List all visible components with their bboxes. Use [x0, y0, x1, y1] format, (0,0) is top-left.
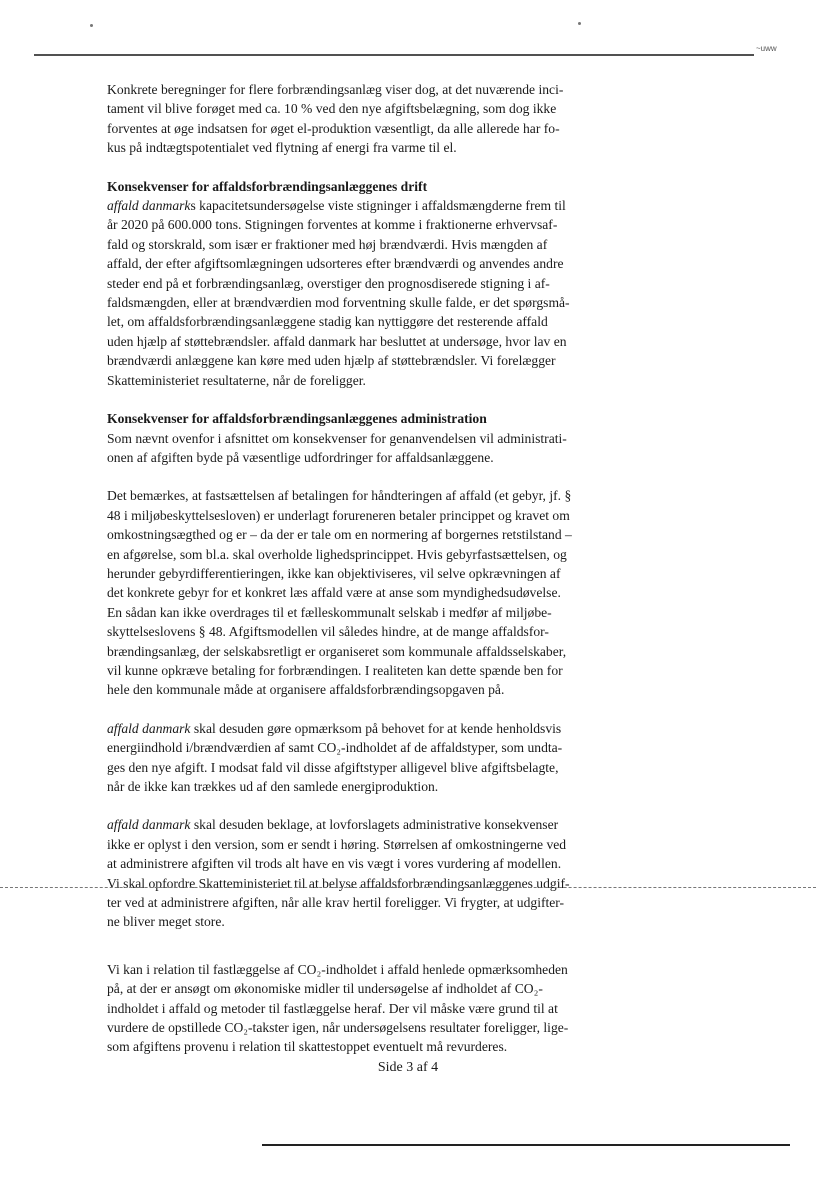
- text-line: brændingsanlæg, der selskabsretligt er organiseret som kommunale affaldsselskaber,: [107, 643, 567, 659]
- text-line: tament vil blive forøget med ca. 10 % ved den nye afgiftsbelægning, som dog ikke: [107, 101, 557, 117]
- text-line: affald danmark skal desuden gøre opmærksom på behovet for at kende henholdsvis: [107, 720, 562, 736]
- text-line: at administrere afgiften vil trods alt have en vis vægt i vores vurdering af modellen.: [107, 856, 562, 872]
- text-line: hele den kommunale måde at organisere affaldsforbrændingsopgaven på.: [107, 682, 505, 698]
- text-line: steder end på et forbrændingsanlæg, overstiger den prognosdiserede stigning i af-: [107, 275, 550, 291]
- text-line: indholdet i affald og metoder til fastlæggelse heraf. Der vil måske være grund til at: [107, 1000, 558, 1016]
- text-line: ges den nye afgift. I modsat fald vil disse afgiftstyper alligevel blive afgiftsbelagte,: [107, 759, 559, 775]
- text-line: En sådan kan ikke overdrages til et fælleskommunalt selskab i medfør af miljøbe-: [107, 604, 552, 620]
- scan-speck: [578, 22, 581, 25]
- text-line: affald, der efter afgiftsomlægningen udsorteres efter brændværdi og anvendes andre: [107, 256, 564, 272]
- section-heading-drift: Konsekvenser for affaldsforbrændingsanlæggenes drift: [107, 178, 428, 194]
- text-line: skyttelseslovens § 48. Afgiftsmodellen vil således hindre, at de mange affaldsfor-: [107, 624, 549, 640]
- text-line: affald danmarks kapacitetsundersøgelse viste stigninger i affaldsmængderne frem til: [107, 198, 566, 214]
- text-line: vil kunne opkræve betaling for forbrændingen. I realiteten kan dette spænde ben for: [107, 662, 563, 678]
- text-line: brændværdi anlæggene kan køre med uden hjælp af støttebrændsler. Vi forelægger: [107, 353, 556, 369]
- text-line: Det bemærkes, at fastsættelsen af betalingen for håndteringen af affald (et gebyr, jf. §: [107, 488, 572, 504]
- text-line: det konkrete gebyr for et konkret læs affald være at anse som myndighedsudøvelse.: [107, 585, 561, 601]
- text-line: Vi kan i relation til fastlæggelse af CO₂-indholdet i affald henlede opmærksomheden: [107, 961, 568, 977]
- text-line: kus på indtægtspotentialet ved flytning af energi fra varme til el.: [107, 140, 457, 156]
- text-line: ter ved at administrere afgiften, når alle krav hertil foreligger. Vi frygter, at udgifter-: [107, 895, 565, 911]
- text-line: onen af afgiften byde på væsentlige udfordringer for affaldsanlæggene.: [107, 449, 494, 465]
- text-line: Konkrete beregninger for flere forbrændingsanlæg viser dog, at det nuværende inci-: [107, 82, 564, 97]
- header-rule: [34, 54, 754, 56]
- text-line: uden hjælp af støttebrændsler. affald danmark har besluttet at undersøge, hvor lav en: [107, 333, 567, 349]
- section-heading-administration: Konsekvenser for affaldsforbrændingsanlæggenes administration: [107, 411, 487, 427]
- fold-line: [0, 887, 816, 888]
- text-line: 48 i miljøbeskyttelsesloven) er underlagt forureneren betaler princippet og kravet om: [107, 507, 570, 523]
- text-line: let, om affaldsforbrændingsanlæggene stadig kan nyttiggøre det resterende affald: [107, 314, 548, 330]
- text-line: fald og storskrald, som især er fraktioner med høj brændværdi. Hvis mængden af: [107, 236, 548, 252]
- text-line: forventes at øge indsatsen for øget el-produktion væsentligt, da alle allerede har fo-: [107, 120, 560, 136]
- text-line: affald danmark skal desuden beklage, at lovforslagets administrative konsekvenser: [107, 817, 559, 833]
- header-rule-tail: ~uww: [756, 44, 777, 53]
- organisation-name: affald danmark: [107, 198, 191, 214]
- text-line: faldsmængden, eller at brændværdien mod forventning skulle falde, er det spørgsmå-: [107, 295, 570, 311]
- text-line: en afgørelse, som bl.a. skal overholde lighedsprincippet. Hvis gebyrfastsættelsen, og: [107, 546, 567, 562]
- footer-rule: [262, 1144, 790, 1146]
- scan-speck: [90, 24, 93, 27]
- text-line: Som nævnt ovenfor i afsnittet om konsekvenser for genanvendelsen vil administrati-: [107, 430, 567, 446]
- letter-body: [107, 80, 577, 1057]
- text-line: omkostningsægthed og er – da der er tale om en normering af borgernes retstilstand –: [107, 527, 572, 543]
- organisation-name: affald danmark: [107, 720, 191, 736]
- organisation-name: affald danmark: [107, 817, 191, 833]
- text-line: som afgiftens provenu i relation til skattestoppet eventuelt må revurderes.: [107, 1039, 508, 1055]
- text-line: Vi skal opfordre Skatteministeriet til at belyse affaldsforbrændingsanlæggenes udgif-: [107, 875, 570, 891]
- text-line: energiindhold i/brændværdien af samt CO₂-indholdet af de affaldstyper, som undta-: [107, 740, 563, 756]
- text-line: ne bliver meget store.: [107, 914, 225, 930]
- page-number: Side 3 af 4: [377, 1060, 439, 1075]
- text-line: herunder gebyrdifferentieringen, ikke kan objektiviseres, vil selve opkrævningen af: [107, 565, 561, 581]
- text-line: år 2020 på 600.000 tons. Stigningen forventes at komme i fraktionerne erhvervsaf-: [107, 217, 558, 233]
- text-line: Skatteministeriet resultaterne, når de foreligger.: [107, 372, 366, 388]
- text-line: ikke er oplyst i den version, som er sendt i høring. Størrelsen af omkostningerne ved: [107, 836, 567, 852]
- text-line: vurdere de opstillede CO₂-takster igen, når undersøgelsens resultater foreligger, lige-: [107, 1020, 569, 1036]
- text-line: på, at der er ansøgt om økonomiske midler til undersøgelse af indholdet af CO₂-: [107, 981, 543, 997]
- text-line: når de ikke kan trækkes ud af den samlede energiproduktion.: [107, 779, 439, 794]
